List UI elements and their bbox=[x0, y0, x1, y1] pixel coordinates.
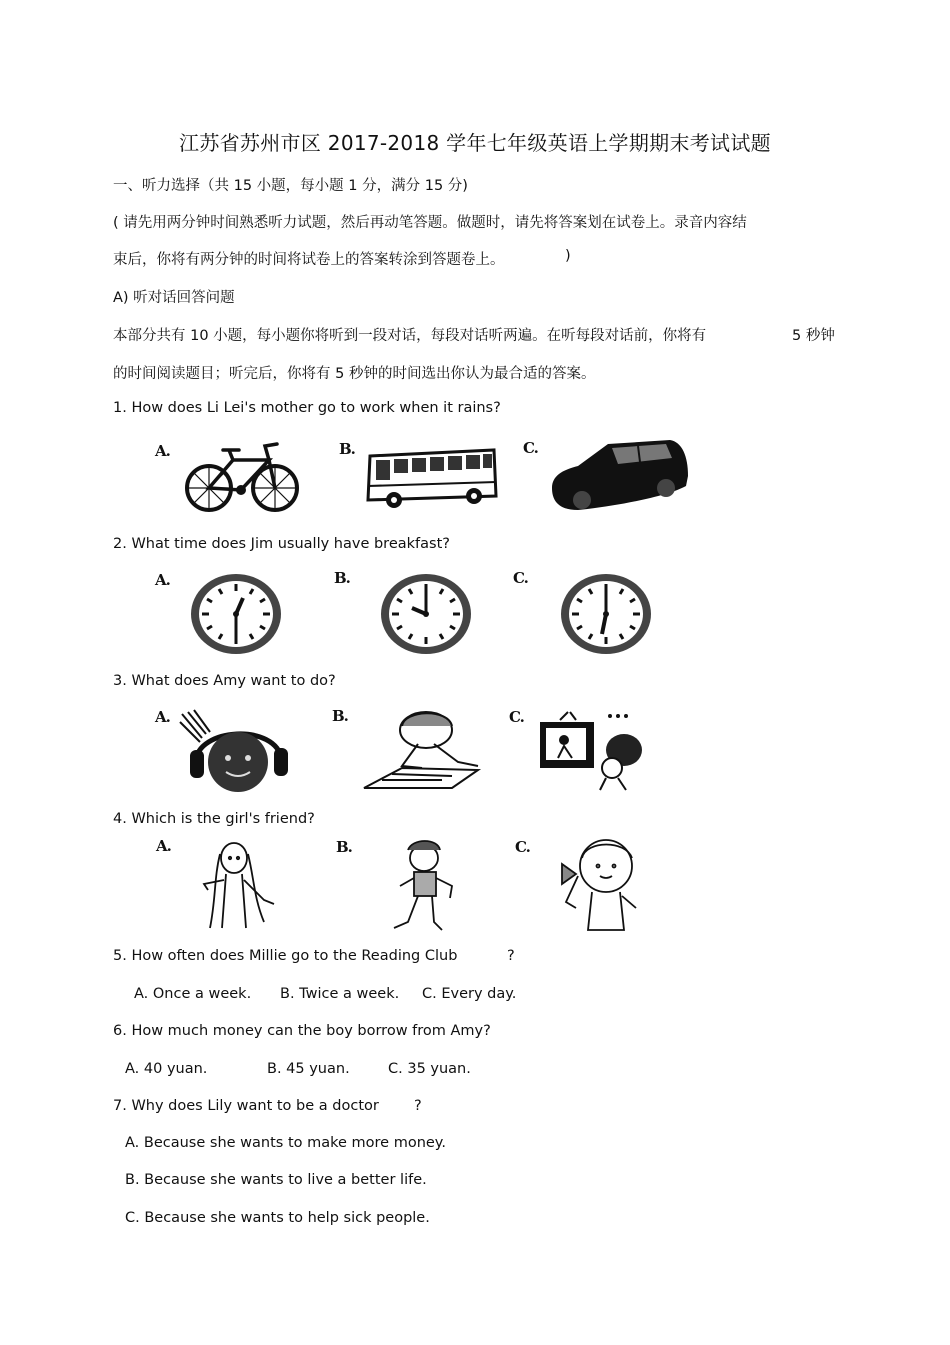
long-hair-girl-icon bbox=[194, 838, 278, 932]
question-7: 7. Why does Lily want to be a doctor bbox=[113, 1098, 379, 1114]
option-label-a: A. bbox=[156, 837, 171, 855]
part-description-line-1: 本部分共有 10 小题，每小题你将听到一段对话，每段对话听两遍。在听每段对话前，你将有 bbox=[113, 328, 707, 344]
question-2: 2. What time does Jim usually have breakfast? bbox=[113, 536, 450, 552]
option-c: C. Every day. bbox=[422, 986, 517, 1002]
option-label-a: A. bbox=[155, 571, 170, 589]
clock-icon bbox=[188, 572, 284, 656]
option-label-c: C. bbox=[513, 569, 528, 587]
option-b: B. Because she wants to live a better life. bbox=[125, 1172, 427, 1188]
question-5: 5. How often does Millie go to the Reading Club bbox=[113, 948, 458, 964]
option-label-a: A. bbox=[155, 708, 170, 726]
section-heading: 一、听力选择（共 15 小题，每小题 1 分，满分 15 分) bbox=[113, 178, 468, 194]
option-label-c: C. bbox=[523, 439, 538, 457]
question-mark: ? bbox=[507, 948, 515, 964]
page-title: 江苏省苏州市区 2017-2018 学年七年级英语上学期期末考试试题 bbox=[179, 131, 771, 155]
tv-watching-icon bbox=[536, 708, 648, 792]
instructions-close-paren: ) bbox=[565, 248, 571, 264]
option-label-a: A. bbox=[155, 442, 170, 460]
option-b: B. Twice a week. bbox=[280, 986, 400, 1002]
bus-icon bbox=[364, 446, 500, 512]
instructions-line-2: 束后，你将有两分钟的时间将试卷上的答案转涂到答题卷上。 bbox=[113, 252, 505, 268]
clock-icon bbox=[378, 572, 474, 656]
clock-icon bbox=[558, 572, 654, 656]
option-a: A. Once a week. bbox=[134, 986, 252, 1002]
option-label-c: C. bbox=[515, 838, 530, 856]
option-label-b: B. bbox=[339, 440, 355, 458]
part-description-line-2: 的时间阅读题目；听完后，你将有 5 秒钟的时间选出你认为最合适的答案。 bbox=[113, 366, 596, 382]
curly-hair-girl-icon bbox=[556, 836, 648, 934]
option-label-b: B. bbox=[336, 838, 352, 856]
option-label-b: B. bbox=[334, 569, 350, 587]
bicycle-icon bbox=[183, 440, 301, 516]
question-3: 3. What does Amy want to do? bbox=[113, 673, 336, 689]
car-icon bbox=[548, 436, 690, 514]
option-c: C. 35 yuan. bbox=[388, 1061, 471, 1077]
question-mark: ? bbox=[414, 1098, 422, 1114]
question-1: 1. How does Li Lei's mother go to work when it rains? bbox=[113, 400, 501, 416]
option-label-c: C. bbox=[509, 708, 524, 726]
option-a: A. 40 yuan. bbox=[125, 1061, 208, 1077]
headphones-icon bbox=[176, 708, 296, 792]
question-6: 6. How much money can the boy borrow from Amy? bbox=[113, 1023, 491, 1039]
drawing-boy-icon bbox=[362, 708, 484, 790]
question-4: 4. Which is the girl's friend? bbox=[113, 811, 315, 827]
option-b: B. 45 yuan. bbox=[267, 1061, 350, 1077]
short-hair-girl-icon bbox=[386, 838, 462, 934]
option-label-b: B. bbox=[332, 707, 348, 725]
part-description-seconds: 5 秒钟 bbox=[792, 328, 835, 344]
part-a-heading: A) 听对话回答问题 bbox=[113, 290, 235, 306]
option-a: A. Because she wants to make more money. bbox=[125, 1135, 446, 1151]
option-c: C. Because she wants to help sick people. bbox=[125, 1210, 430, 1226]
instructions-line-1: ( 请先用两分钟时间熟悉听力试题，然后再动笔答题。做题时，请先将答案划在试卷上。录音内容结 bbox=[113, 215, 747, 231]
